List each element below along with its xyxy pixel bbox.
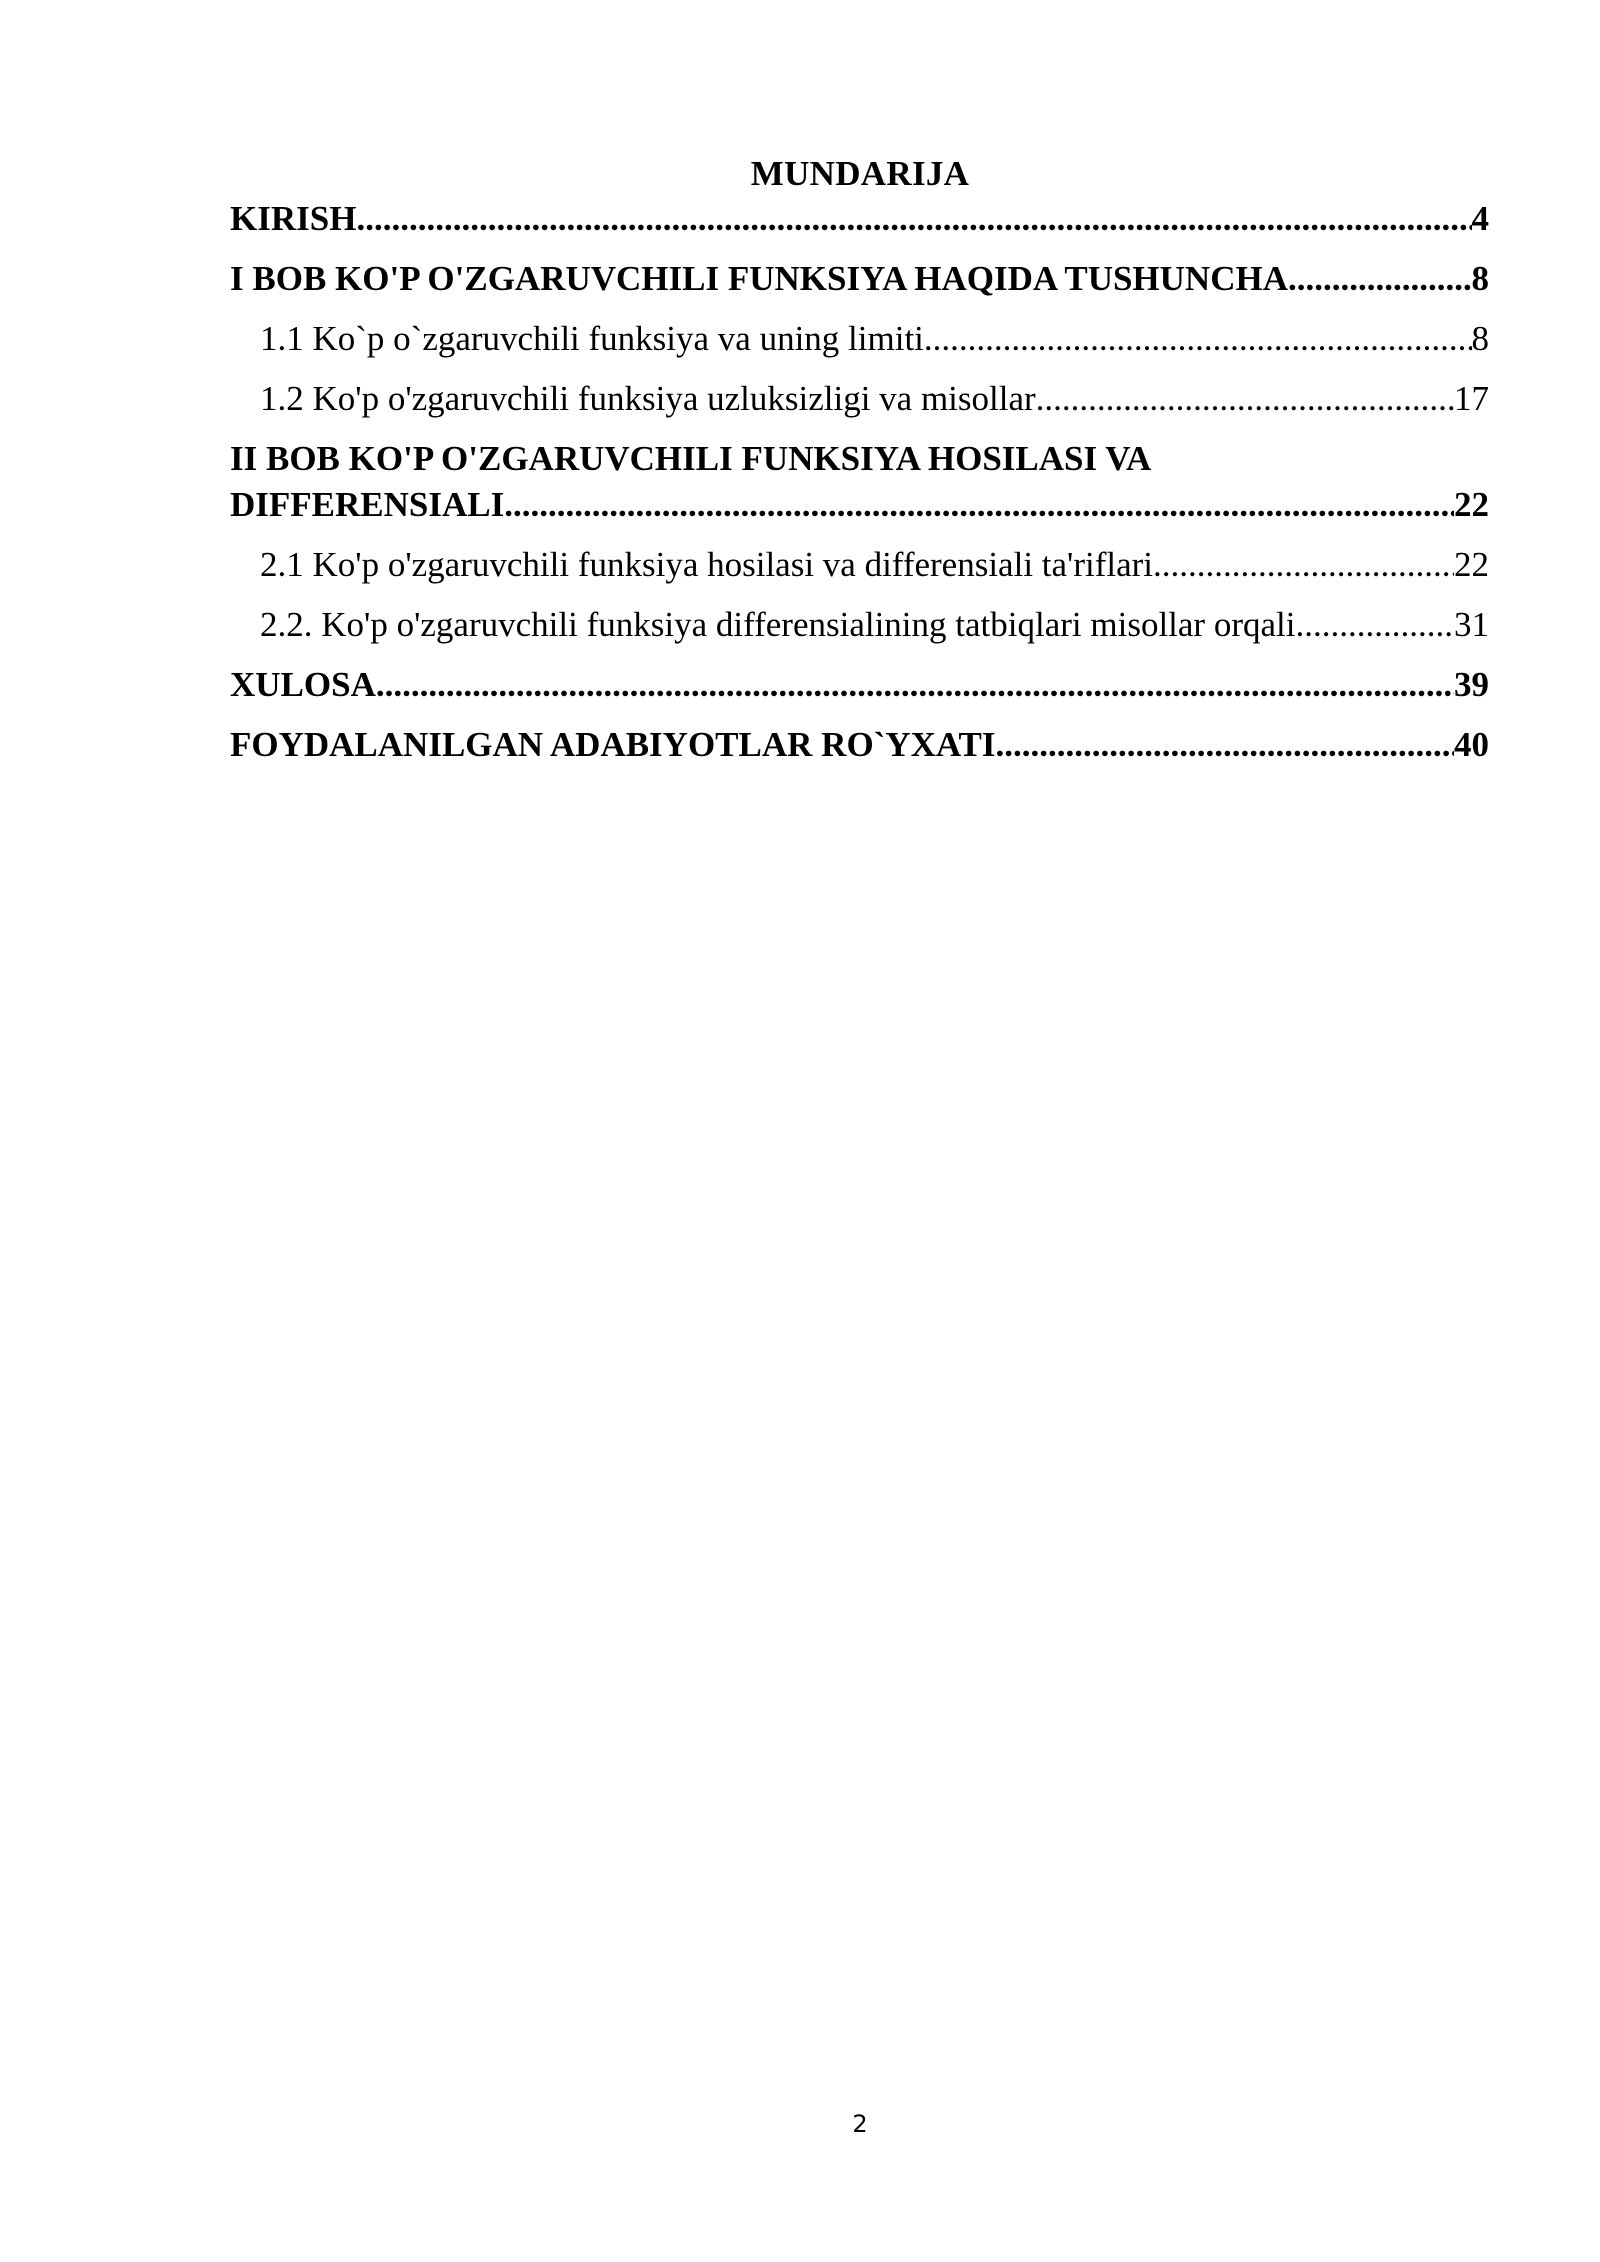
toc-leader-dots [1036,376,1454,422]
toc-entry-label: I BOB KO'P O'ZGARUVCHILI FUNKSIYA HAQIDA TUSHUNCHA [230,259,1288,298]
toc-entry-chapter-2[interactable] [230,436,1489,528]
toc-entry-page: 22 [1454,545,1489,584]
toc-entry-page: 31 [1454,605,1489,644]
toc-entry-label-line1: II BOB KO'P O'ZGARUVCHILI FUNKSIYA HOSILASI VA [230,439,1152,478]
toc-entry-label: XULOSA [230,665,376,704]
toc-entry-page: 39 [1454,665,1489,704]
toc-entry-section-2-2[interactable] [230,602,1489,648]
toc-leader-dots [1153,542,1454,588]
page-number: 2 [852,2110,868,2138]
toc-entry-section-1-2[interactable] [230,376,1489,422]
toc-entry-label: 2.1 Ko'p o'zgaruvchili funksiya hosilasi va differensiali ta'riflari [260,545,1154,584]
toc-entry-page: 8 [1471,319,1489,358]
toc-entry-page: 40 [1454,725,1489,764]
toc-entry-page: 4 [1471,199,1489,238]
toc-leader-dots [1295,602,1454,648]
toc-entry-kirish[interactable] [230,196,1489,242]
toc-leader-dots [376,662,1454,708]
toc-leader-dots [996,722,1454,768]
toc-leader-dots [1288,256,1472,302]
toc-entry-label: 2.2. Ko'p o'zgaruvchili funksiya differensialining tatbiqlari misollar orqali [260,605,1296,644]
toc-entry-page: 22 [1454,485,1489,524]
toc-entry-label: 1.2 Ko'p o'zgaruvchili funksiya uzluksizligi va misollar [260,379,1036,418]
toc-entry-label: KIRISH [230,199,357,238]
toc-entry-section-1-1[interactable] [230,316,1489,362]
toc-leader-dots [924,316,1472,362]
toc-entry-section-2-1[interactable] [230,542,1489,588]
toc-leader-dots [356,196,1471,242]
toc-entry-xulosa[interactable] [230,662,1489,708]
toc-title: MUNDARIJA [750,154,970,193]
toc-entry-page: 8 [1471,259,1489,298]
toc-leader-dots [504,482,1454,528]
toc-entry-label-line2: DIFFERENSIALI [230,485,505,524]
toc-entry-line2 [230,482,1489,528]
toc-entry-label: FOYDALANILGAN ADABIYOTLAR RO`YXATI [230,725,996,764]
toc-entry-chapter-1[interactable] [230,256,1489,302]
toc-entry-references[interactable] [230,722,1489,768]
toc-entry-page: 17 [1454,379,1489,418]
toc-entry-label: 1.1 Ko`p o`zgaruvchili funksiya va uning limiti [260,319,924,358]
table-of-contents [230,196,1489,768]
